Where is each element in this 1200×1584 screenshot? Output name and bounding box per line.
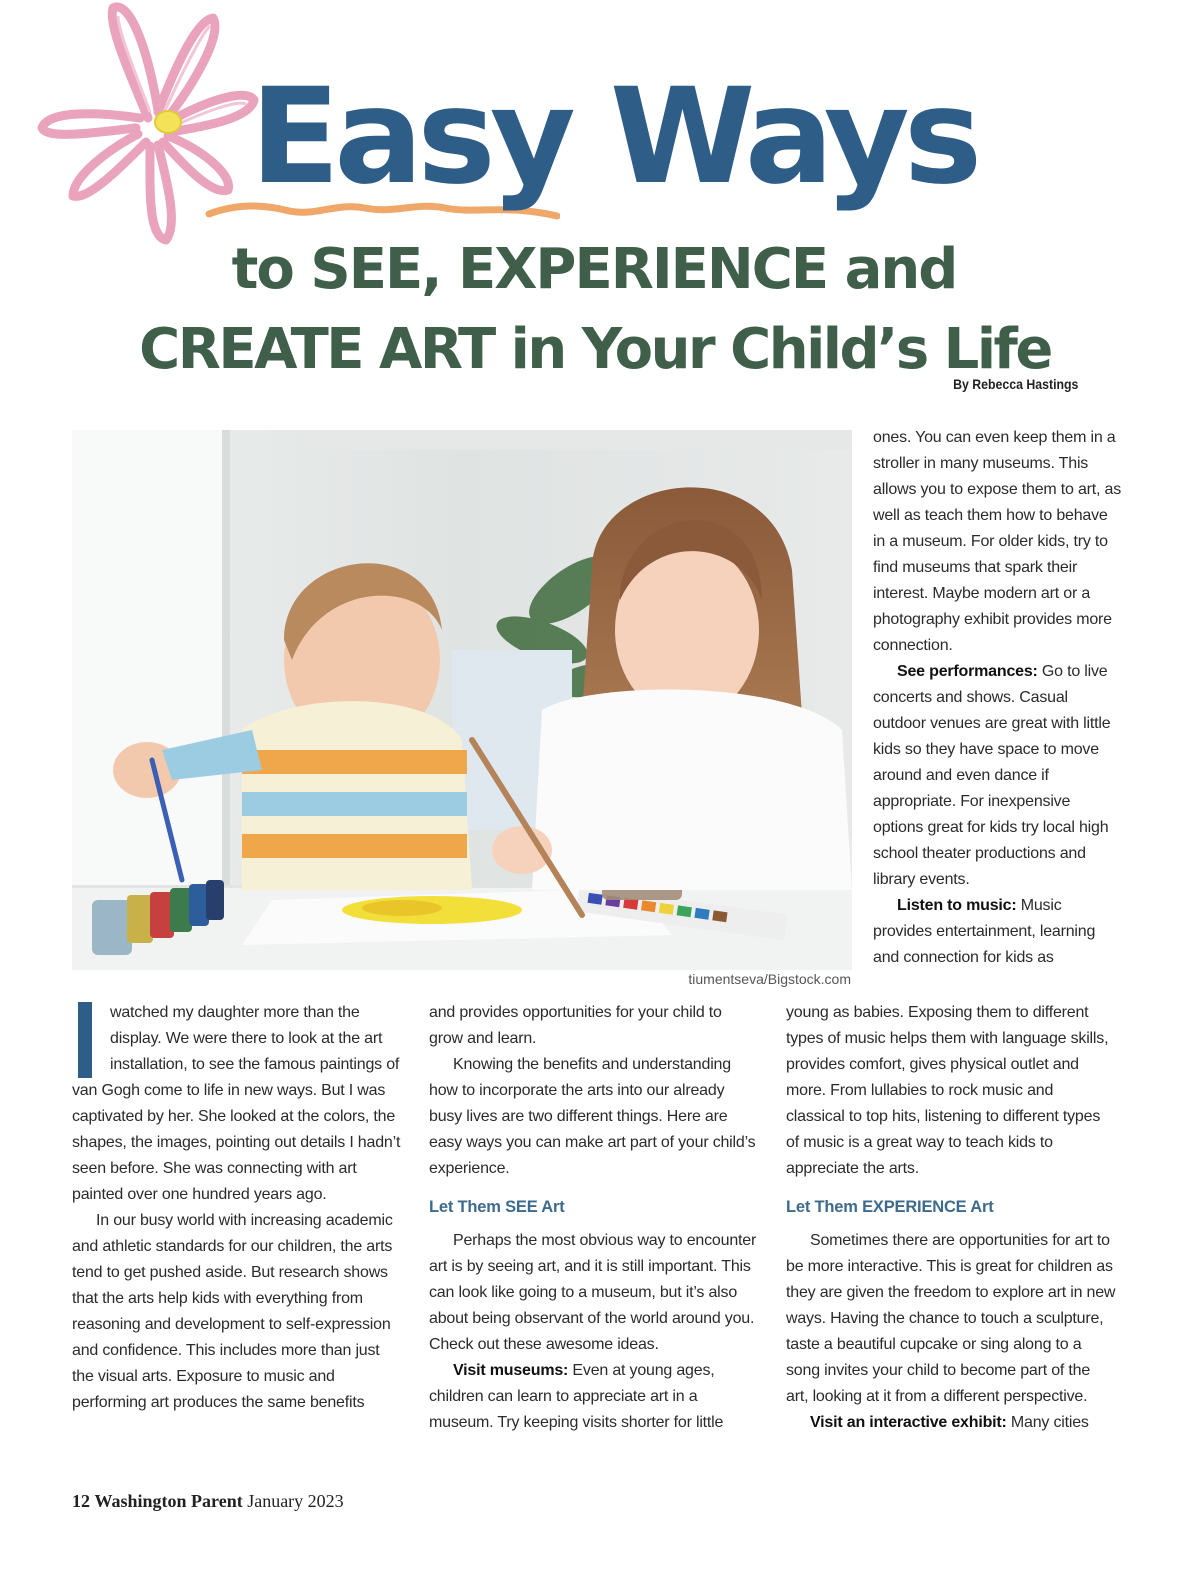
paragraph: young as babies. Exposing them to different types of music helps them with language skills, provides comfort, gives physical outlet and more. From lullabies to rock music and classical to top hits, listening to different types of music is a great way to teach kids to appreciate the arts. — [786, 1004, 1109, 1177]
paragraph: In our busy world with increasing academic and athletic standards for our children, the arts tend to get pushed aside. But research shows that the arts help kids with everything from reasoning and development to self-expression and confidence. This includes more than just the visual arts. Exposure to music and performing art produces the same benefits — [72, 1212, 393, 1411]
paragraph: Perhaps the most obvious way to encounter art is by seeing art, and it is still important. This can look like going to a museum, but it’s also about being observant of the world around you. Check out these awesome ideas. — [429, 1232, 757, 1353]
subtitle-line-1: to SEE, EXPERIENCE and — [231, 237, 957, 302]
lead-in: See performances: — [897, 663, 1038, 680]
paragraph: and provides opportunities for your child to grow and learn. — [429, 1004, 722, 1047]
subhead-experience-art: Let Them EXPERIENCE Art — [786, 1198, 994, 1216]
column-3 — [786, 1000, 1116, 1436]
paragraph-text: Many cities — [1006, 1414, 1089, 1431]
photo-credit: tiumentseva/Bigstock.com — [688, 971, 851, 987]
children-painting-photo — [72, 430, 852, 970]
lead-in: Listen to music: — [897, 897, 1017, 914]
paragraph — [786, 1410, 1116, 1436]
paragraph-text: Go to live concerts and shows. Casual outdoor venues are great with little kids so they have space to move around and even dance if appropriate. For inexpensive options great for kids try local high school theater productions and library events. — [873, 663, 1111, 888]
paragraph: Knowing the benefits and understanding how to incorporate the arts into our already busy lives are two different things. Here are easy ways you can make art part of your child’s experience. — [429, 1056, 756, 1177]
paragraph-text: Music provides entertainment, learning and connection for kids as — [873, 897, 1096, 966]
column-2 — [429, 1000, 759, 1436]
paragraph — [72, 1000, 402, 1208]
paragraph — [873, 659, 1123, 893]
subhead-see-art: Let Them SEE Art — [429, 1198, 565, 1216]
paragraph-text: watched my daughter more than the display. We were there to look at the art installation, to see the famous paintings of van Gogh come to life in new ways. But I was captivated by her. She looked at the colors, the shapes, the images, pointing out details I hadn’t seen before. She was connecting with art painted over one hundred years ago. — [72, 1004, 401, 1203]
lead-in: Visit museums: — [453, 1362, 569, 1379]
paragraph: ones. You can even keep them in a stroller in many museums. This allows you to expose them to art, as well as teach them how to behave in a museum. For older kids, try to find museums that spark their interest. Maybe modern art or a photography exhibit provides more connection. — [873, 429, 1122, 654]
paragraph: Sometimes there are opportunities for art to be more interactive. This is great for children as they are given the freedom to explore art in new ways. Having the chance to touch a sculpture, taste a beautiful cupcake or sing along to a song invites your child to become part of the art, looking at it from a different perspective. — [786, 1232, 1116, 1405]
page-footer — [72, 1491, 344, 1512]
paragraph — [429, 1358, 759, 1436]
column-3-top — [873, 425, 1123, 971]
issue-date: January 2023 — [247, 1491, 344, 1511]
column-1 — [72, 1000, 402, 1416]
paragraph — [873, 893, 1123, 971]
drop-cap — [78, 1002, 92, 1078]
byline: By Rebecca Hastings — [952, 376, 1078, 392]
lead-in: Visit an interactive exhibit: — [810, 1414, 1007, 1431]
headline: Easy Ways — [250, 60, 977, 214]
paragraph-text: Even at young ages, children can learn to appreciate art in a museum. Try keeping visits shorter for little — [429, 1362, 724, 1431]
subtitle-line-2: CREATE ART in Your Child’s Life — [139, 317, 1051, 382]
publication-name: Washington Parent — [94, 1491, 243, 1511]
page-number: 12 — [72, 1491, 90, 1511]
